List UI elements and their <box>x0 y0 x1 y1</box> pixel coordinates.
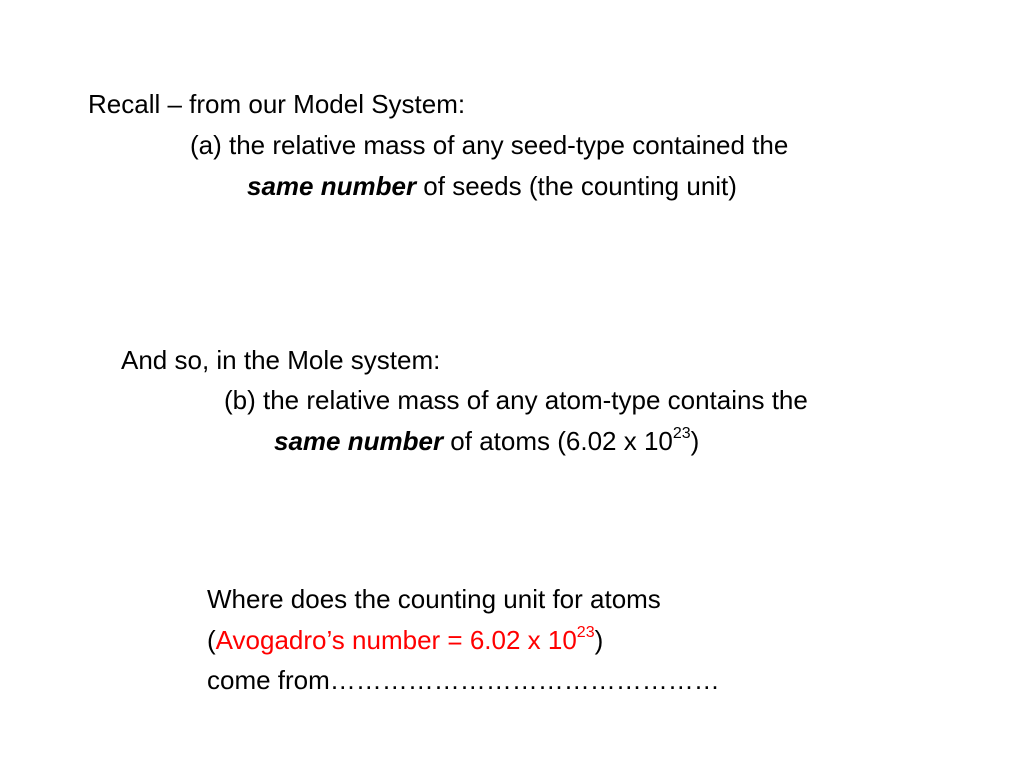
mole-system-heading: And so, in the Mole system: <box>121 345 441 375</box>
same-number-emphasis: same number <box>247 171 417 201</box>
point-a-continuation <box>247 170 737 202</box>
point-b-line: (b) the relative mass of any atom-type contains the <box>224 385 808 415</box>
closing-paren: ) <box>690 426 700 456</box>
come-from-line: come from……………………………………… <box>207 665 720 695</box>
point-b-continuation <box>274 425 699 457</box>
recall-heading: Recall – from our Model System: <box>88 89 466 119</box>
avogadro-label: Avogadro’s number = 6.02 x 10 <box>215 625 577 655</box>
avogadro-line <box>207 624 603 656</box>
point-a-rest: of seeds (the counting unit) <box>416 171 737 201</box>
point-b-rest: of atoms (6.02 x 10 <box>443 426 673 456</box>
point-a-line: (a) the relative mass of any seed-type contained the <box>190 130 789 160</box>
avogadro-exponent: 23 <box>576 624 595 642</box>
avogadro-number-text <box>216 625 595 655</box>
opening-paren: ( <box>207 625 216 655</box>
exponent: 23 <box>672 425 691 443</box>
closing-paren: ) <box>594 625 604 655</box>
question-line: Where does the counting unit for atoms <box>207 584 661 614</box>
same-number-emphasis: same number <box>274 426 444 456</box>
